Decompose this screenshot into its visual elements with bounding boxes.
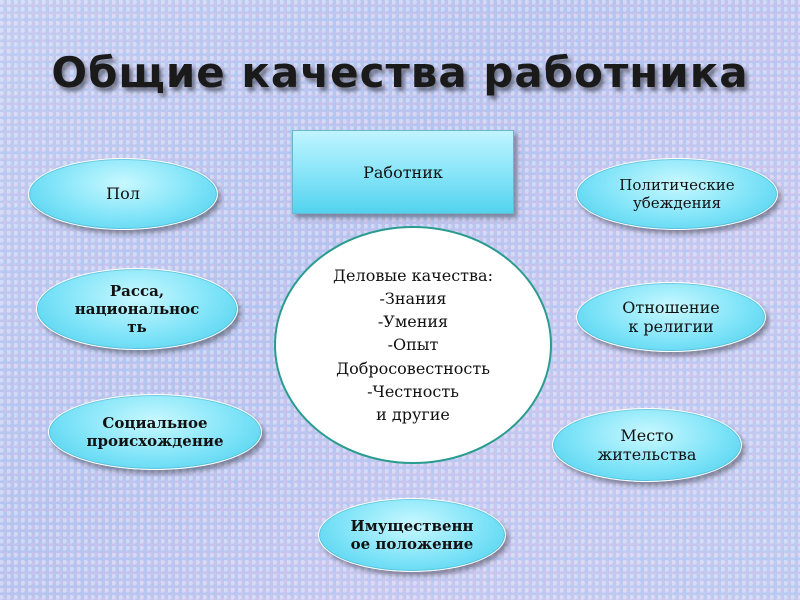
property-status-label: Имущественн ое положение (350, 517, 474, 553)
social-origin-label: Социальное происхождение (86, 414, 224, 450)
bq-line-6: -Честность (367, 381, 459, 401)
residence-label: Место жительства (597, 425, 697, 464)
race-oval (36, 268, 238, 350)
gender-label: Пол (106, 184, 140, 204)
gender-oval (28, 158, 218, 230)
bq-line-1: Деловые качества: (333, 265, 493, 285)
property-status-oval (318, 498, 506, 572)
political-views-label: Политические убеждения (619, 176, 735, 212)
business-qualities-circle (274, 226, 552, 464)
slide-title: Общие качества работника (51, 48, 749, 97)
bq-line-4: -Опыт (387, 335, 439, 355)
worker-box: Работник (292, 130, 514, 214)
political-views-oval (576, 158, 778, 230)
religion-oval (576, 282, 766, 352)
bq-line-5: Добросовестность (336, 358, 490, 378)
bq-line-3: -Умения (377, 312, 449, 332)
religion-label: Отношение к религии (622, 297, 720, 336)
bq-line-2: -Знания (379, 289, 447, 309)
residence-oval (552, 408, 742, 482)
bq-line-7: и другие (376, 404, 450, 424)
race-label: Расса, национальнос ть (74, 282, 200, 336)
social-origin-oval (48, 394, 262, 470)
